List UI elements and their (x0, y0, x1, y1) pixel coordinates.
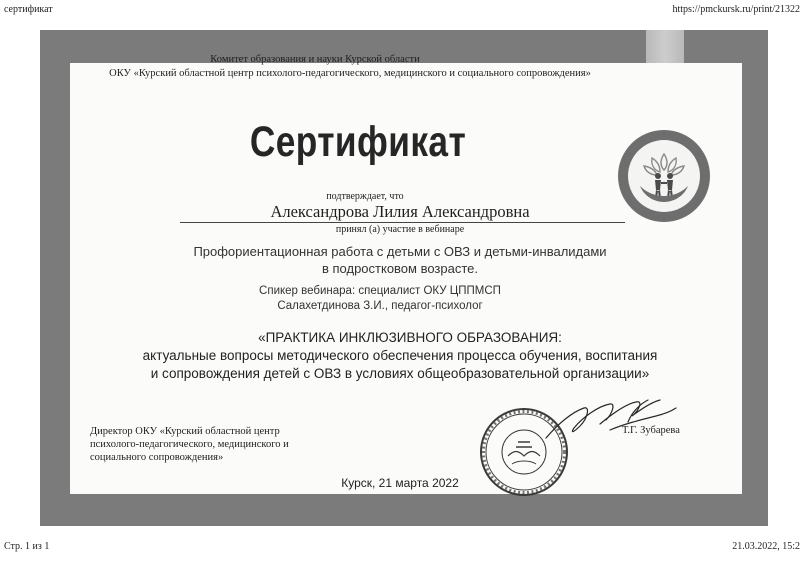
webinar-topic-line-2: в подростковом возрасте. (321, 261, 479, 276)
program-title-line-2: актуальные вопросы методического обеспечения процесса обучения, воспитания (142, 348, 658, 363)
director-line-3: социального сопровождения» (90, 452, 224, 463)
page-counter: Стр. 1 из 1 (4, 541, 50, 552)
program-title-line-3: и сопровождения детей с ОВЗ в условиях общеобразовательной организации» (150, 366, 650, 381)
organization-line-2: ОКУ «Курский областной центр психолого-педагогического, медицинского и социального сопровождения» (109, 68, 591, 79)
print-header-title: сертификат (4, 4, 53, 15)
print-header (0, 4, 800, 20)
speaker-line-1: Спикер вебинара: специалист ОКУ ЦППМСП (259, 285, 501, 297)
program-title-line-1: «ПРАКТИКА ИНКЛЮЗИВНОГО ОБРАЗОВАНИЯ: (258, 330, 562, 345)
print-footer (0, 541, 800, 557)
participation-text: принял (а) участие в вебинаре (335, 224, 465, 235)
recipient-name: Александрова Лилия Александровна (270, 202, 530, 221)
name-underline (180, 222, 625, 223)
signer-name: Т.Г. Зубарева (622, 425, 680, 436)
handwritten-signature-icon (540, 394, 682, 450)
director-line-1: Директор ОКУ «Курский областной центр (90, 426, 280, 437)
children-flower-emblem-icon (616, 128, 712, 224)
organization-line-1: Комитет образования и науки Курской области (210, 54, 420, 65)
webinar-topic-line-1: Профориентационная работа с детьми с ОВЗ и детьми-инвалидами (193, 244, 607, 259)
certificate-title: Сертификат (249, 118, 467, 166)
speaker-line-2: Салахетдинова З.И., педагог-психолог (277, 300, 483, 312)
print-header-url: https://pmckursk.ru/print/21322 (672, 4, 800, 15)
confirms-text: подтверждает, что (326, 191, 404, 202)
print-timestamp: 21.03.2022, 15:2 (732, 541, 800, 552)
director-block (90, 425, 289, 464)
place-and-date: Курск, 21 марта 2022 (341, 476, 459, 490)
director-line-2: психолого-педагогического, медицинского и (90, 439, 289, 450)
